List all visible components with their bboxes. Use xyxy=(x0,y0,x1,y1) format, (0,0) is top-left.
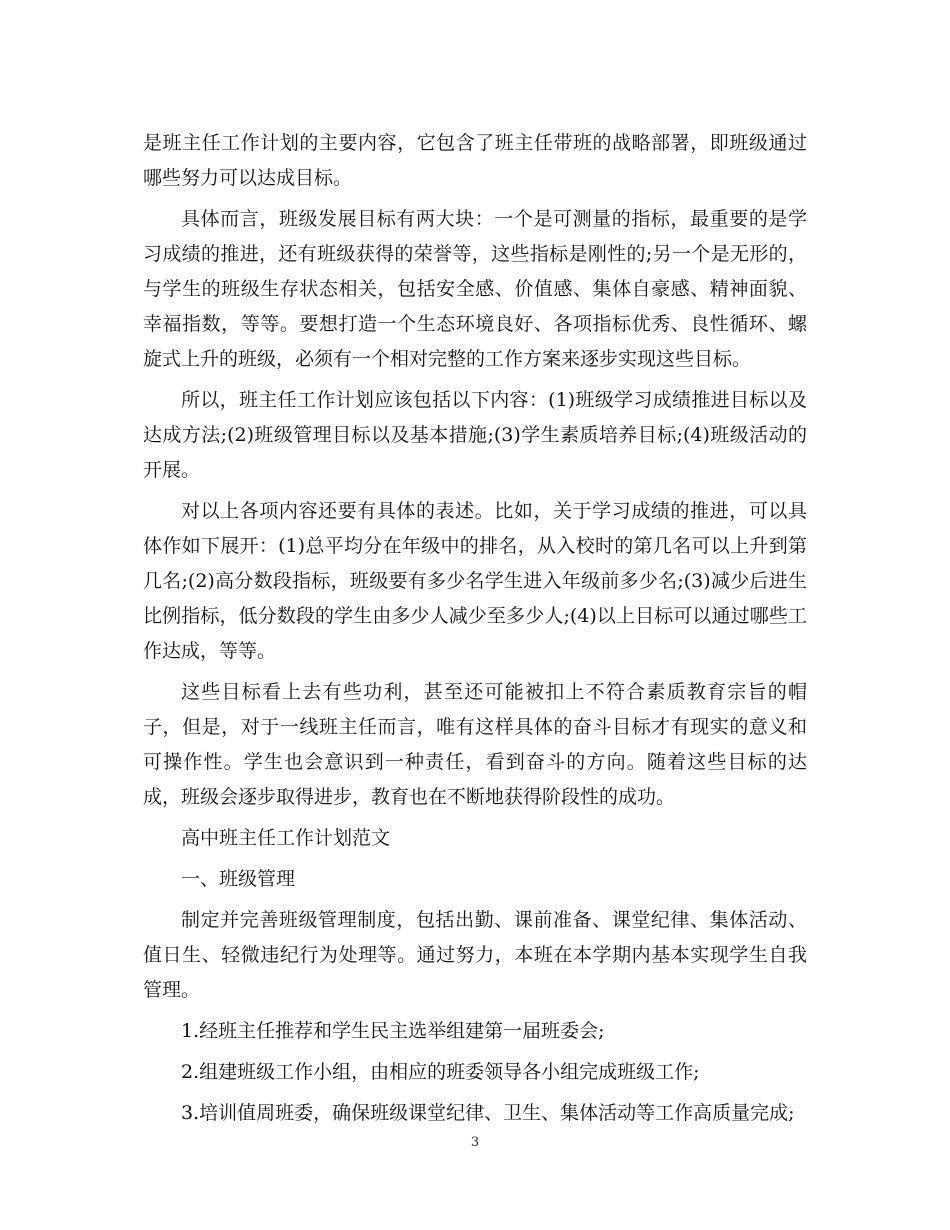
body-paragraph: 对以上各项内容还要有具体的表述。比如，关于学习成绩的推进，可以具体作如下展开：(1)总平均分在年级中的排名，从入校时的第几名可以上升到第几名;(2)高分数段指标，班级要有多少名学生进入年级前多少名;(3)减少后进生比例指标，低分数段的学生由多少人减少至多少人;(4)以上目标可以通过哪些工作达成，等等。 xyxy=(143,500,807,662)
section-heading: 一、班级管理 xyxy=(181,868,296,890)
list-item: 3.培训值周班委，确保班级课堂纪律、卫生、集体活动等工作高质量完成; xyxy=(181,1102,795,1124)
document-body xyxy=(143,126,807,1137)
body-paragraph: 这些目标看上去有些功利，甚至还可能被扣上不符合素质教育宗旨的帽子，但是，对于一线班主任而言，唯有这样具体的奋斗目标才有现实的意义和可操作性。学生也会意识到一种责任，看到奋斗的方向。随着这些目标的达成，班级会逐步取得进步，教育也在不断地获得阶段性的成功。 xyxy=(143,681,807,808)
section-title: 高中班主任工作计划范文 xyxy=(181,827,391,849)
body-paragraph: 是班主任工作计划的主要内容，它包含了班主任带班的战略部署，即班级通过哪些努力可以达成目标。 xyxy=(143,132,807,189)
list-item: 1.经班主任推荐和学生民主选举组建第一届班委会; xyxy=(181,1020,605,1042)
page-number: 3 xyxy=(470,1135,480,1150)
body-paragraph: 具体而言，班级发展目标有两大块：一个是可测量的指标，最重要的是学习成绩的推进，还有班级获得的荣誉等，这些指标是刚性的;另一个是无形的，与学生的班级生存状态相关，包括安全感、价值感、集体自豪感、精神面貌、幸福指数，等等。要想打造一个生态环境良好、各项指标优秀、良性循环、螺旋式上升的班级，必须有一个相对完整的工作方案来逐步实现这些目标。 xyxy=(143,208,807,370)
body-paragraph: 所以，班主任工作计划应该包括以下内容：(1)班级学习成绩推进目标以及达成方法;(2)班级管理目标以及基本措施;(3)学生素质培养目标;(4)班级活动的开展。 xyxy=(143,389,807,481)
body-paragraph: 制定并完善班级管理制度，包括出勤、课前准备、课堂纪律、集体活动、值日生、轻微违纪行为处理等。通过努力，本班在本学期内基本实现学生自我管理。 xyxy=(143,909,807,1001)
list-item: 2.组建班级工作小组，由相应的班委领导各小组完成班级工作; xyxy=(181,1061,700,1083)
